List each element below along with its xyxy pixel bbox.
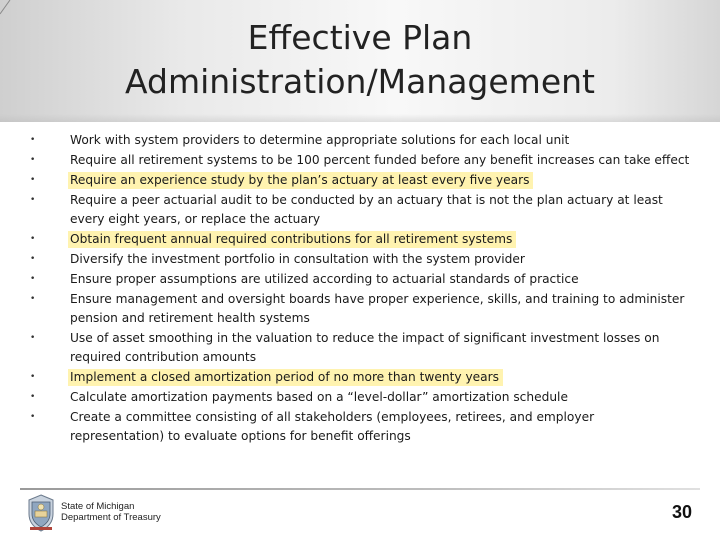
bullet-item	[30, 407, 690, 446]
bullet-text: Create a committee consisting of all stakeholders (employees, retirees, and employer representation) to evaluate options for benefit offerings	[70, 410, 595, 443]
bullet-item	[30, 328, 690, 367]
bullet-text: Implement a closed amortization period of no more than twenty years	[68, 369, 503, 386]
michigan-seal-icon	[26, 494, 56, 532]
bullet-item	[30, 190, 690, 229]
bullet-glyph: •	[30, 135, 36, 145]
bullet-list	[30, 130, 690, 446]
bullet-glyph: •	[30, 234, 36, 244]
bullet-glyph: •	[30, 274, 36, 284]
slide-title	[0, 16, 720, 104]
bullet-text: Require a peer actuarial audit to be conducted by an actuary that is not the plan actuary at least every eight years, or replace the actuary	[70, 193, 663, 226]
bullet-glyph: •	[30, 392, 36, 402]
agency-line-1: State of Michigan	[61, 501, 135, 512]
bullet-item	[30, 289, 690, 328]
bullet-text: Ensure management and oversight boards have proper experience, skills, and training to administer pension and retirement health systems	[70, 292, 685, 325]
bullet-item	[30, 130, 690, 150]
bullet-text: Work with system providers to determine appropriate solutions for each local unit	[70, 133, 570, 147]
bullet-text: Require an experience study by the plan’s actuary at least every five years	[68, 172, 533, 189]
bullet-text: Diversify the investment portfolio in consultation with the system provider	[70, 252, 525, 266]
bullet-item-highlighted	[30, 229, 690, 249]
slide-title-line-2: Administration/Management	[125, 62, 595, 101]
bullet-glyph: •	[30, 195, 36, 205]
bullet-text: Use of asset smoothing in the valuation to reduce the impact of significant investment losses on required contribution amounts	[70, 331, 660, 364]
bullet-glyph: •	[30, 254, 36, 264]
bullet-text: Obtain frequent annual required contributions for all retirement systems	[68, 231, 516, 248]
bullet-glyph: •	[30, 372, 36, 382]
bullet-item	[30, 249, 690, 269]
bullet-text: Calculate amortization payments based on a “level-dollar” amortization schedule	[70, 390, 568, 404]
bullet-item-highlighted	[30, 367, 690, 387]
bullet-text: Require all retirement systems to be 100 percent funded before any benefit increases can take effect	[70, 153, 690, 167]
bullet-glyph: •	[30, 412, 36, 422]
agency-name	[61, 501, 161, 523]
bullet-item	[30, 150, 690, 170]
bullet-glyph: •	[30, 175, 36, 185]
bullet-item	[30, 387, 690, 407]
bullet-item	[30, 269, 690, 289]
agency-line-2: Department of Treasury	[61, 512, 161, 523]
footer-rule	[20, 488, 700, 490]
bullet-item-highlighted	[30, 170, 690, 190]
slide-footer	[20, 488, 700, 536]
slide-title-line-1: Effective Plan	[247, 18, 473, 57]
bullet-glyph: •	[30, 294, 36, 304]
page-number: 30	[671, 502, 692, 522]
bullet-text: Ensure proper assumptions are utilized according to actuarial standards of practice	[70, 272, 579, 286]
bullet-glyph: •	[30, 333, 36, 343]
title-band	[0, 0, 720, 122]
bullet-glyph: •	[30, 155, 36, 165]
